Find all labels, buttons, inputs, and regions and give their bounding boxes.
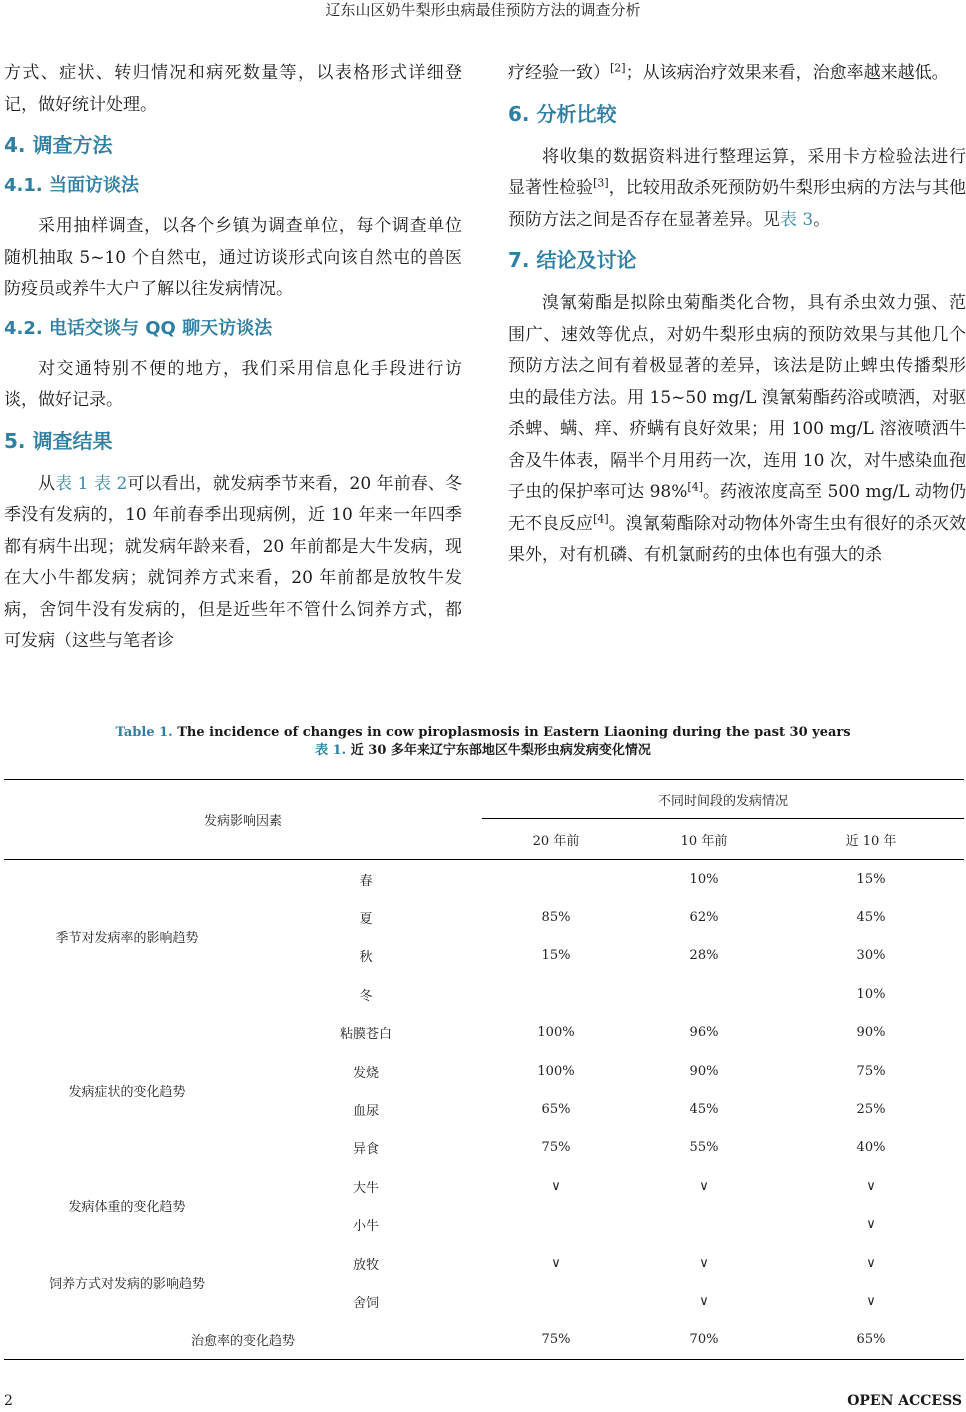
cell: 45% bbox=[689, 1102, 719, 1118]
cell: 30% bbox=[856, 948, 886, 964]
row-label: 小牛 bbox=[352, 1219, 379, 1235]
cell: 10% bbox=[856, 986, 886, 1002]
running-title: 辽东山区奶牛梨形虫病最佳预防方法的调查分析 bbox=[325, 1, 641, 19]
cell: 75% bbox=[541, 1140, 571, 1156]
paragraph-6 bbox=[508, 142, 966, 237]
cell bbox=[482, 860, 630, 899]
heading-section-6: 6. 分析比较 bbox=[508, 101, 617, 126]
paragraph-intro: 方式、症状、转归情况和病死数量等，以表格形式详细登记，做好统计处理。 bbox=[4, 63, 462, 115]
paragraph-4-2: 对交通特别不便的地方，我们采用信息化手段进行访谈，做好记录。 bbox=[4, 358, 462, 410]
cell bbox=[482, 975, 630, 1013]
table-caption bbox=[0, 724, 966, 760]
cell bbox=[630, 1206, 778, 1244]
cell: ∨ bbox=[866, 1178, 876, 1194]
cell: 85% bbox=[541, 910, 571, 926]
citation-4b[interactable]: [4] bbox=[593, 511, 609, 525]
table-row bbox=[4, 1014, 964, 1052]
paragraph-7 bbox=[508, 288, 966, 572]
paragraph-6-text-b: ，比较用敌杀死预防奶牛梨形虫病的方法与其他预防方法之间是否存在显著差异。见 bbox=[508, 178, 966, 230]
row-label: 大牛 bbox=[352, 1180, 379, 1196]
cell: 65% bbox=[541, 1102, 571, 1118]
table-caption-cn bbox=[0, 742, 966, 760]
paragraph-continued-text: 疗经验一致） bbox=[508, 63, 610, 83]
citation-4a[interactable]: [4] bbox=[687, 480, 703, 494]
group-symptom: 发病症状的变化趋势 bbox=[68, 1084, 186, 1100]
paragraph-6-text: 将收集的数据资料进行整理运算，采用卡方检验法进行显著性检验 bbox=[508, 146, 966, 198]
header-factor: 发病影响因素 bbox=[4, 780, 482, 860]
cell: ∨ bbox=[699, 1178, 709, 1194]
heading-section-5: 5. 调查结果 bbox=[4, 428, 113, 453]
row-label: 发烧 bbox=[352, 1065, 379, 1081]
cell: ∨ bbox=[551, 1255, 561, 1271]
page-number: 2 bbox=[4, 1393, 13, 1409]
cell: 28% bbox=[689, 948, 719, 964]
right-column bbox=[508, 58, 966, 572]
group-feeding: 饲养方式对发病的影响趋势 bbox=[48, 1276, 205, 1292]
table-row-cure bbox=[4, 1321, 964, 1360]
cell: 45% bbox=[856, 910, 886, 926]
paragraph-7-text-c: 。溴氰菊酯除对动物体外寄生虫有很好的杀灭效果外，对有机磷、有机氯耐药的虫体也有强大的杀 bbox=[508, 513, 966, 565]
cell: ∨ bbox=[699, 1293, 709, 1309]
paragraph-5 bbox=[4, 469, 462, 658]
paragraph-7-text: 溴氰菊酯是拟除虫菊酯类化合物，具有杀虫效力强、范围广、速效等优点，对奶牛梨形虫病的预防效果与其他几个预防方法之间有着极显著的差异，该法是防止蜱虫传播梨形虫的最佳方法。用 15~50 mg/L 溴氰菊酯药浴或喷洒，对驱杀蜱、螨、痒、疥螨有良好效果；用 100 mg/L 溶液喷洒牛舍及牛体表，隔半个月用药一次，连用 10 次，对牛感染血孢子虫的保护率可达 98% bbox=[508, 293, 966, 502]
cell: ∨ bbox=[866, 1293, 876, 1309]
cell: 75% bbox=[541, 1332, 571, 1348]
header-periods: 不同时间段的发病情况 bbox=[482, 780, 964, 819]
cell: 100% bbox=[537, 1063, 575, 1079]
paragraph-4-1: 采用抽样调查，以各个乡镇为调查单位，每个调查单位随机抽取 5~10 个自然屯，通过访谈形式向该自然屯的兽医防疫员或养牛大户了解以往发病情况。 bbox=[4, 216, 462, 299]
cell: 90% bbox=[689, 1063, 719, 1079]
citation-3[interactable]: [3] bbox=[593, 176, 609, 190]
row-label: 舍饲 bbox=[352, 1295, 379, 1311]
heading-section-4-2: 4.2. 电话交谈与 QQ 聊天访谈法 bbox=[4, 317, 273, 339]
cell: ∨ bbox=[551, 1178, 561, 1194]
table-label-cn: 表 1. bbox=[315, 743, 347, 758]
table-row bbox=[4, 1244, 964, 1282]
table-caption-en bbox=[0, 724, 966, 742]
cell: 15% bbox=[856, 871, 886, 887]
row-label: 异食 bbox=[352, 1142, 379, 1158]
cell: ∨ bbox=[866, 1217, 876, 1233]
row-label: 冬 bbox=[359, 988, 373, 1004]
paragraph-5-text: 从 bbox=[38, 473, 56, 494]
heading-section-7: 7. 结论及讨论 bbox=[508, 248, 637, 272]
cell: ∨ bbox=[866, 1255, 876, 1271]
cell: 55% bbox=[689, 1140, 719, 1156]
row-label: 夏 bbox=[359, 912, 373, 928]
open-access-label: OPEN ACCESS bbox=[847, 1393, 962, 1409]
cell: 25% bbox=[856, 1102, 886, 1118]
table-row bbox=[4, 860, 964, 899]
table-title-cn: 近 30 多年来辽宁东部地区牛梨形虫病发病变化情况 bbox=[346, 743, 651, 758]
paragraph-continued bbox=[508, 58, 966, 90]
cell: 70% bbox=[689, 1332, 719, 1348]
cell: 96% bbox=[689, 1025, 719, 1041]
group-season: 季节对发病率的影响趋势 bbox=[55, 931, 199, 947]
cell: 62% bbox=[689, 910, 719, 926]
table-3-link[interactable]: 表 3 bbox=[780, 209, 814, 230]
paragraph-7-text-b: 。药液浓度高至 500 mg/L 动物仍无不良反应 bbox=[508, 482, 966, 534]
cell: 90% bbox=[856, 1025, 886, 1041]
cell bbox=[482, 1206, 630, 1244]
cell: 15% bbox=[541, 948, 571, 964]
header-recent-10-years: 近 10 年 bbox=[845, 833, 897, 849]
citation-2[interactable]: [2] bbox=[610, 61, 626, 75]
cell bbox=[482, 1282, 630, 1320]
paragraph-5-text-cont: 可以看出，就发病季节来看，20 年前春、冬季没有发病的，10 年前春季出现病例，近 10 年来一年四季都有病牛出现；就发病年龄来看，20 年前都是大牛发病，现在大小牛都发病；就饲养方式来看，20 年前都是放牧牛发病，舍饲牛没有发病的，但是近些年不管什么饲养方式，都可发病（这些与笔者诊 bbox=[4, 473, 462, 651]
paragraph-6-text-c: 。 bbox=[813, 209, 831, 230]
row-label: 秋 bbox=[359, 950, 373, 966]
table-title-en: The incidence of changes in cow piroplasmosis in Eastern Liaoning during the past 30 years bbox=[172, 725, 851, 740]
row-label: 粘膜苍白 bbox=[339, 1027, 392, 1043]
table-label-en: Table 1. bbox=[115, 725, 173, 740]
table-1-2-link[interactable]: 表 1 表 2 bbox=[55, 473, 128, 494]
header-10-years-ago: 10 年前 bbox=[680, 833, 728, 849]
cell: 10% bbox=[689, 871, 719, 887]
table-1 bbox=[4, 779, 964, 1360]
left-column bbox=[4, 58, 462, 658]
table-row bbox=[4, 1167, 964, 1205]
row-label: 春 bbox=[359, 873, 373, 889]
group-weight: 发病体重的变化趋势 bbox=[68, 1200, 186, 1216]
cell: 75% bbox=[856, 1063, 886, 1079]
header-20-years-ago: 20 年前 bbox=[532, 833, 580, 849]
cell: 65% bbox=[856, 1332, 886, 1348]
row-label: 放牧 bbox=[352, 1257, 379, 1273]
heading-section-4-1: 4.1. 当面访谈法 bbox=[4, 175, 139, 196]
paragraph-continued-text-b: ；从该病治疗效果来看，治愈率越来越低。 bbox=[625, 63, 949, 83]
row-label: 血尿 bbox=[352, 1104, 379, 1120]
cell bbox=[630, 975, 778, 1013]
cell: ∨ bbox=[699, 1255, 709, 1271]
cell: 100% bbox=[537, 1025, 575, 1041]
row-label-cure: 治愈率的变化趋势 bbox=[190, 1334, 295, 1350]
cell: 40% bbox=[856, 1140, 886, 1156]
heading-section-4: 4. 调查方法 bbox=[4, 133, 113, 157]
